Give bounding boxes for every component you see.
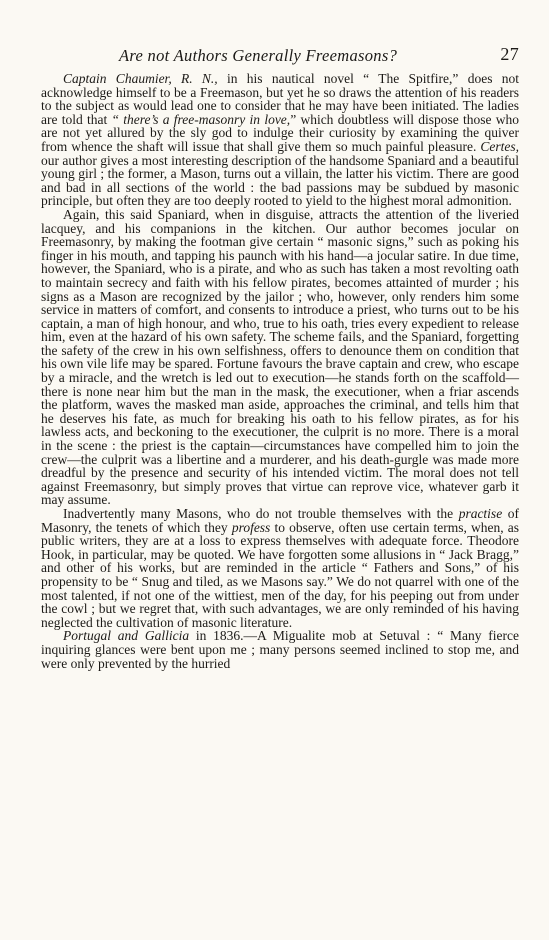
italic-run: “ there’s a free-masonry in love, [111,111,291,127]
paragraph-portugal [41,629,519,670]
text-run: to observe, often use certain terms, when, as public writers, they are at a loss to express themselves with adequate force. Theodore Hook, in particular, may be quoted. We have forgotten some allusions in “ Jack Bragg,” and other of his works, but are reminded in the article “ Fathers and Sons,” of his propensity to be “ Snug and tiled, as we Masons say.” We do not quarrel with one of the most talented, if not one of the wittiest, men of the day, for his peeping out from under the cowl ; but we regret that, with such advantages, we are only reminded of his having neglected the cultivation of masonic literature. [41,519,519,630]
page-number: 27 [500,44,519,64]
italic-run: Portugal and Gallicia [63,628,190,644]
text-run: Inadvertently many Masons, who do not trouble themselves with the [63,506,459,521]
paragraph-spaniard [41,208,519,507]
running-title: Are not Authors Generally Freemasons? [119,46,398,65]
text-run: in his nautical novel “ The Spitfire,” does not acknowledge himself to be a Freemason, but yet he so draws the attention of his readers to the subject as would lead one to consider that he may have been initiated. The ladies are told that [41,71,519,127]
text-run: ” which doubtless will dispose those who are not yet allured by the sly god to indulge their curiosity by examining the quiver from whence the shaft will issue that shall give them so much painful pleasure. [41,111,519,154]
italic-run: Certes, [480,138,519,154]
paragraph-theodore-hook [41,507,519,629]
running-head [41,44,519,72]
text-run: our author gives a most interesting description of the handsome Spaniard and a beautiful young girl ; the former, a Mason, turns out a villain, the latter his victim. There are good and bad in all sections of the world : the bad passions may be subdued by masonic principle, but often they are too deeply rooted to yield to the highest moral admonition. [41,152,520,209]
text-run: of Masonry, the tenets of which they [41,506,519,535]
italic-run: Captain Chaumier, R. N., [63,71,218,86]
italic-run: practise [458,506,503,521]
paragraph-spitfire [41,72,519,208]
text-run: Again, this said Spaniard, when in disguise, attracts the attention of the liveried lacquey, and his companions in the kitchen. Our author becomes jocular on Freemasonry, by making the footman give certain “ masonic signs,” such as poking his finger in his mouth, and tapping his paunch with his hand—a jocular satire. In due time, however, the Spaniard, who is a pirate, and who as such has taken a most revolting oath to maintain secrecy and faith with his fellow pirates, becomes attainted of murder ; his signs as a Mason are recognized by the jailor ; who, however, only renders him some service in matters of comfort, and consents to introduce a priest, who turns out to be his captain, a man of high honour, and who, true to his oath, tries every expedient to release him, even at the hazard of his own safety. The scheme fails, and the Spaniard, forgetting the safety of the crew in his own selfishness, offers to denounce them on condition that his own vile life may be spared. Fortune favours the brave captain and crew, who escape by a miracle, and the wretch is led out to execution—he stands forth on the scaffold—there is none near him but the man in the mask, the executioner, when a friar ascends the platform, waves the masked man aside, approaches the criminal, and tells him that he deserves his fate, as much for breaking his oath to his fellow pirates, as for his lawless acts, and beckoning to the executioner, the culprit is no more. There is a moral in the scene : the priest is the captain—circumstances have compelled him to join the crew—the culprit was a libertine and a murderer, and his death-gurgle was made more dreadful by the presence and security of his intended victim. The moral does not tell against Freemasonry, but simply proves that virtue can reprove vice, whatever garb it may assume. [41,206,519,508]
body-text [41,72,519,670]
italic-run: profess [231,519,271,535]
text-run: in 1836.—A Migualite mob at Setuval : “ Many fierce inquiring glances were bent upon me ; many persons seemed inclined to stop me, and were only prevented by the hurried [41,628,519,671]
